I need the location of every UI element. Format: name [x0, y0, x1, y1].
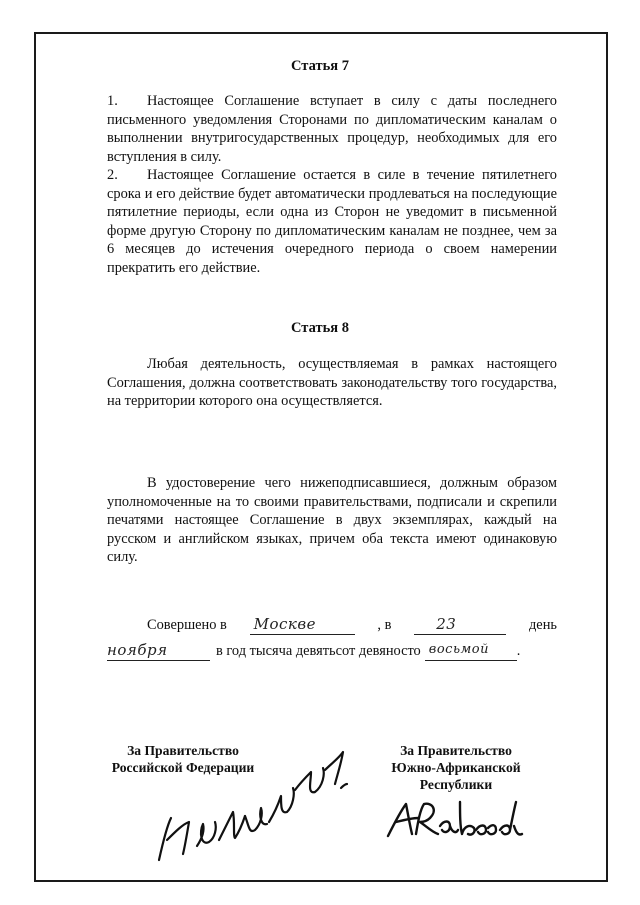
done-label: Совершено в	[147, 617, 227, 633]
paragraph-number: 1.	[107, 93, 118, 109]
sa-sign-line-2: Южно-Африканской	[391, 760, 521, 775]
month-blank	[107, 641, 210, 661]
final-period: .	[516, 643, 521, 659]
done-comma-in: , в	[377, 617, 392, 633]
day-blank	[414, 615, 506, 635]
done-at-line-1	[107, 616, 557, 635]
handwritten-year: восьмой	[428, 642, 489, 657]
paragraph-number: 2.	[107, 167, 118, 183]
paragraph-text: Настоящее Соглашение вступает в силу с даты последнего письменного уведомления Сторонами по дипломатическим каналам о выполнении внутригосударственных процедур, необходимых для его вступления в силу.	[107, 93, 557, 165]
witness-clause	[107, 474, 557, 567]
handwritten-day: 23	[436, 615, 457, 633]
article-7-title: Статья 7	[291, 58, 349, 74]
russia-sign-line-1: За Правительство	[127, 743, 239, 758]
place-blank	[250, 615, 355, 635]
russia-sign-line-2: Российской Федерации	[111, 760, 255, 775]
sa-sign-line-3: Республики	[419, 777, 493, 792]
article-7-body	[107, 92, 557, 277]
article-8-paragraph: Любая деятельность, осуществляемая в рамках настоящего Соглашения, должна соответствовать законодательству того государства, на территории которого она осуществляется.	[107, 356, 557, 409]
russian-signature-image	[145, 742, 375, 872]
article-7-paragraph-2	[107, 166, 557, 277]
day-label: день	[528, 617, 557, 633]
done-at-line-2	[107, 642, 557, 661]
paragraph-text: Настоящее Соглашение остается в силе в течение пятилетнего срока и его действие будет автоматически продлеваться на последующие пятилетние периоды, если одна из Сторон не уведомит в письменной форме другую Сторону по дипломатическим каналам не позднее, чем за 6 месяцев до истечения очередного периода о своем намерении прекратить его действие.	[107, 167, 557, 276]
handwritten-place: Москве	[253, 615, 316, 633]
south-african-signature-image	[384, 796, 534, 846]
article-8-title: Статья 8	[291, 320, 349, 336]
south-africa-signature-block	[376, 742, 536, 793]
handwritten-month: ноября	[107, 641, 168, 659]
year-blank	[425, 644, 517, 661]
article-8-body	[107, 355, 557, 411]
witness-paragraph: В удостоверение чего нижеподписавшиеся, должным образом уполномоченные на то своими правительствами, подписали и скрепили печатями настоящее Соглашение в двух экземплярах, каждый на русском и английском языках, причем оба текста имеют одинаковую силу.	[107, 475, 557, 565]
sa-sign-line-1: За Правительство	[400, 743, 512, 758]
year-label: в год тысяча девятьсот девяносто	[216, 643, 421, 659]
article-7-paragraph-1	[107, 92, 557, 166]
